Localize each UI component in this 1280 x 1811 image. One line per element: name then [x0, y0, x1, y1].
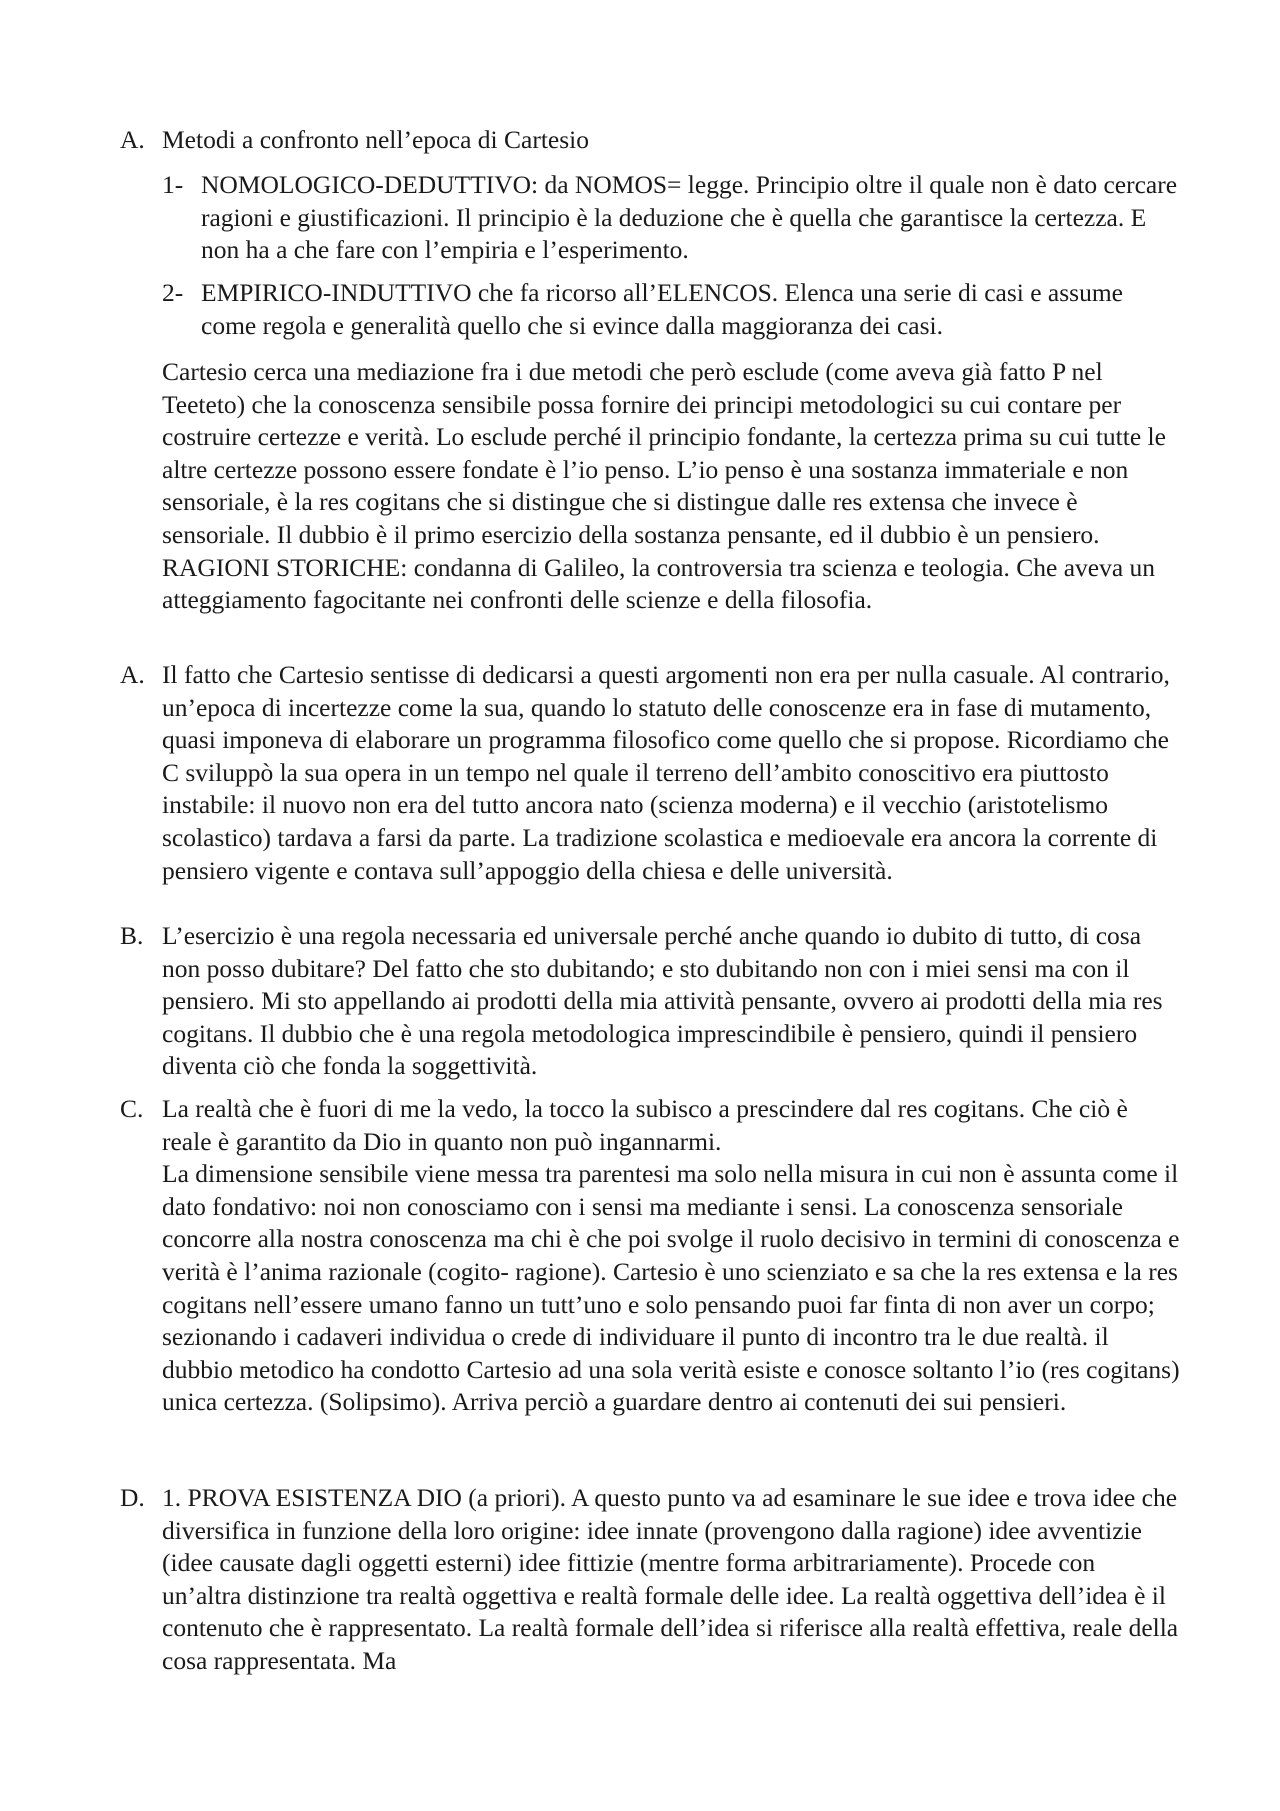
list-marker: 2-	[162, 278, 184, 307]
section-a-heading	[120, 124, 1180, 157]
section-b	[120, 920, 1180, 1083]
list-marker: A.	[120, 660, 145, 689]
section-text: La realtà che è fuori di me la vedo, la tocco la subisco a prescindere dal res cogitans. Che ciò è reale è garantito da Dio in quanto non può ingannarmi.	[162, 1094, 1128, 1156]
section-text-continued: La dimensione sensibile viene messa tra parentesi ma solo nella misura in cui non è assunta come il dato fondativo: noi non conosciamo con i sensi ma mediante i sensi. La conoscenza sensoriale concorre alla nostra conoscenza ma chi è che poi svolge il ruolo decisivo in termini di conoscenza e verità è l’anima razionale (cogito- ragione). Cartesio è uno scienziato e sa che la res extensa e la res cogitans nell’essere umano fanno un tutt’uno e solo pensando puoi far finta di non aver un corpo; sezionando i cadaveri individua o crede di individuare il punto di incontro tra le due realtà. il dubbio metodico ha condotto Cartesio ad una sola verità esiste e conosce soltanto l’io (res cogitans) unica certezza. (Solipsimo). Arriva perciò a guardare dentro ai contenuti dei sui pensieri.	[162, 1159, 1180, 1417]
list-marker: D.	[120, 1483, 145, 1512]
list-marker: B.	[120, 921, 144, 950]
list-item-2	[162, 277, 1180, 342]
section-a2	[120, 659, 1180, 887]
list-marker: C.	[120, 1094, 144, 1123]
section-text: Il fatto che Cartesio sentisse di dedicarsi a questi argomenti non era per nulla casuale. Al contrario, un’epoca di incertezze come la sua, quando lo statuto delle conoscenze era in fase di mutamento, quasi imponeva di elaborare un programma filosofico come quello che si propose. Ricordiamo che C sviluppò la sua opera in un tempo nel quale il terreno dell’ambito conoscitivo era piuttosto instabile: il nuovo non era del tutto ancora nato (scienza moderna) e il vecchio (aristotelismo scolastico) tardava a farsi da parte. La tradizione scolastica e medioevale era ancora la corrente di pensiero vigente e contava sull’appoggio della chiesa e delle università.	[162, 660, 1170, 885]
list-marker: A.	[120, 125, 145, 154]
section-d	[120, 1482, 1180, 1678]
list-item-text: NOMOLOGICO-DEDUTTIVO: da NOMOS= legge. Principio oltre il quale non è dato cercare ragioni e giustificazioni. Il principio è la deduzione che è quella che garantisce la certezza. E non ha a che fare con l’empiria e l’esperimento.	[201, 170, 1178, 265]
section-text: L’esercizio è una regola necessaria ed universale perché anche quando io dubito di tutto, di cosa non posso dubitare? Del fatto che sto dubitando; e sto dubitando non con i miei sensi ma con il pensiero. Mi sto appellando ai prodotti della mia attività pensante, ovvero ai prodotti della mia res cogitans. Il dubbio che è una regola metodologica imprescindibile è pensiero, quindi il pensiero diventa ciò che fonda la soggettività.	[162, 921, 1163, 1081]
list-marker: 1-	[162, 170, 184, 199]
list-item-text: EMPIRICO-INDUTTIVO che fa ricorso all’ELENCOS. Elenca una serie di casi e assume come regola e generalità quello che si evince dalla maggioranza dei casi.	[201, 278, 1123, 340]
section-title: Metodi a confronto nell’epoca di Cartesio	[162, 125, 589, 154]
section-text: 1. PROVA ESISTENZA DIO (a priori). A questo punto va ad esaminare le sue idee e trova idee che diversifica in funzione della loro origine: idee innate (provengono dalla ragione) idee avventizie (idee causate dagli oggetti esterni) idee fittizie (mentre forma arbitrariamente). Procede con un’altra distinzione tra realtà oggettiva e realtà formale delle idee. La realtà oggettiva dell’idea è il contenuto che è rappresentato. La realtà formale dell’idea si riferisce alla realtà effettiva, reale della cosa rappresentata. Ma	[162, 1483, 1179, 1675]
section-a-paragraph: Cartesio cerca una mediazione fra i due metodi che però esclude (come aveva già fatto P nel Teeteto) che la conoscenza sensibile possa fornire dei principi metodologici su cui contare per costruire certezze e verità. Lo esclude perché il principio fondante, la certezza prima su cui tutte le altre certezze possono essere fondate è l’io penso. L’io penso è una sostanza immateriale e non sensoriale, è la res cogitans che si distingue che si distingue dalle res extensa che invece è sensoriale. Il dubbio è il primo esercizio della sostanza pensante, ed il dubbio è un pensiero. RAGIONI STORICHE: condanna di Galileo, la controversia tra scienza e teologia. Che aveva un atteggiamento fagocitante nei confronti delle scienze e della filosofia.	[162, 357, 1166, 615]
list-item-1	[162, 169, 1180, 267]
section-c	[120, 1093, 1180, 1419]
